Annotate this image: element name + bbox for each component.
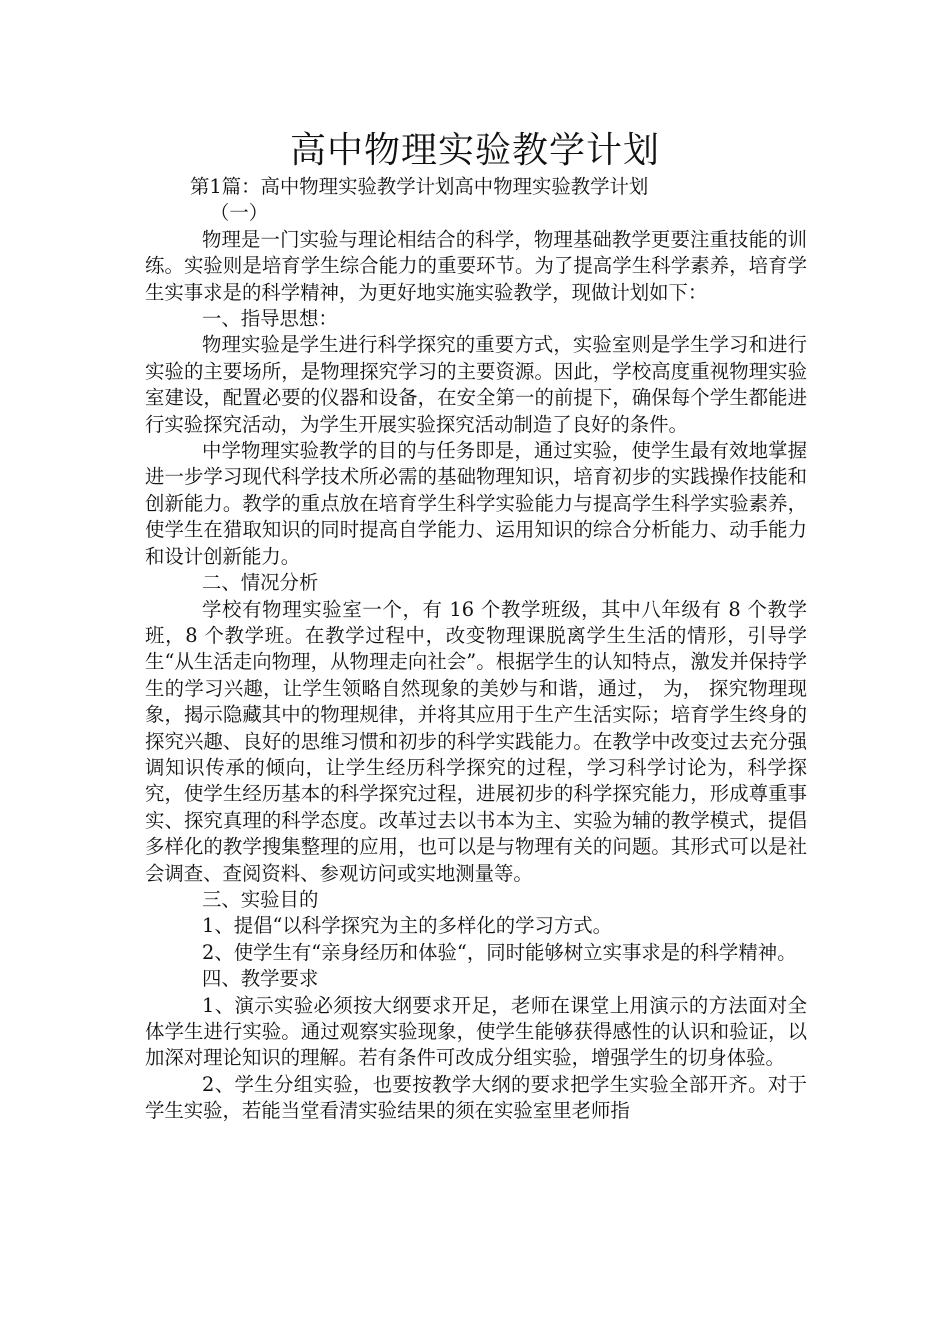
guiding-idea-paragraph-1: 物理实验是学生进行科学探究的重要方式，实验室则是学生学习和进行实验的主要场所，是物理探究学习的主要资源。因此，学校高度重视物理实验室建设，配置必要的仪器和设备，在安全第一的前提下，确保每个学生都能进行实验探究活动，为学生开展实验探究活动制造了良好的条件。: [145, 333, 807, 436]
purpose-item-1: 1、提倡“以科学探究为主的多样化的学习方式。: [202, 914, 613, 938]
document-body: [145, 174, 807, 1125]
document-title: 高中物理实验教学计划: [289, 130, 660, 171]
section-heading-situation: 二、情况分析: [202, 571, 319, 595]
intro-paragraph: 物理是一门实验与理论相结合的科学，物理基础教学更要注重技能的训练。实验则是培育学生综合能力的重要环节。为了提高学生科学素养，培育学生实事求是的科学精神，为更好地实施实验教学，现做计划如下：: [145, 227, 807, 304]
requirement-item-2: 2、学生分组实验，也要按教学大纲的要求把学生实验全部开齐。对于学生实验，若能当堂看清实验结果的须在实验室里老师指: [145, 1072, 807, 1123]
situation-paragraph: 学校有物理实验室一个，有 16 个教学班级，其中八年级有 8 个教学班，8 个教学班。在教学过程中，改变物理课脱离学生生活的情形，引导学生“从生活走向物理，从物理走向社会”。根据学生的认知特点，激发并保持学生的学习兴趣，让学生领略自然现象的美妙与和谐，通过， 为， 探究物理现象，揭示隐藏其中的物理规律，并将其应用于生产生活实际；培育学生终身的探究兴趣、良好的思维习惯和初步的科学实践能力。在教学中改变过去充分强调知识传承的倾向，让学生经历科学探究的过程，学习科学讨论为，科学探究，使学生经历基本的科学探究过程，进展初步的科学探究能力，形成尊重事实、探究真理的科学态度。改革过去以书本为主、实验为辅的教学模式，提倡多样化的教学搜集整理的应用，也可以是与物理有关的问题。其形式可以是社会调查、查阅资料、参观访问或实地测量等。: [145, 597, 807, 885]
document-subtitle: 第1篇：高中物理实验教学计划高中物理实验教学计划: [190, 175, 649, 198]
section-heading-guiding-idea: 一、指导思想：: [202, 307, 338, 331]
guiding-idea-paragraph-2: 中学物理实验教学的目的与任务即是，通过实验，使学生最有效地掌握进一步学习现代科学技术所必需的基础物理知识，培育初步的实践操作技能和创新能力。教学的重点放在培育学生科学实验能力与提高学生科学实验素养，使学生在猎取知识的同时提高自学能力、运用知识的综合分析能力、动手能力和设计创新能力。: [145, 439, 807, 568]
part-marker: （一）: [210, 201, 269, 225]
section-heading-requirements: 四、教学要求: [202, 967, 319, 991]
section-heading-purpose: 三、实验目的: [202, 887, 319, 911]
requirement-item-1: 1、演示实验必须按大纲要求开足，老师在课堂上用演示的方法面对全体学生进行实验。通过观察实验现象，使学生能够获得感性的认识和验证，以加深对理论知识的理解。若有条件可改成分组实验，增强学生的切身体验。: [145, 993, 807, 1070]
purpose-item-2: 2、使学生有“亲身经历和体验“，同时能够树立实事求是的科学精神。: [202, 940, 797, 964]
